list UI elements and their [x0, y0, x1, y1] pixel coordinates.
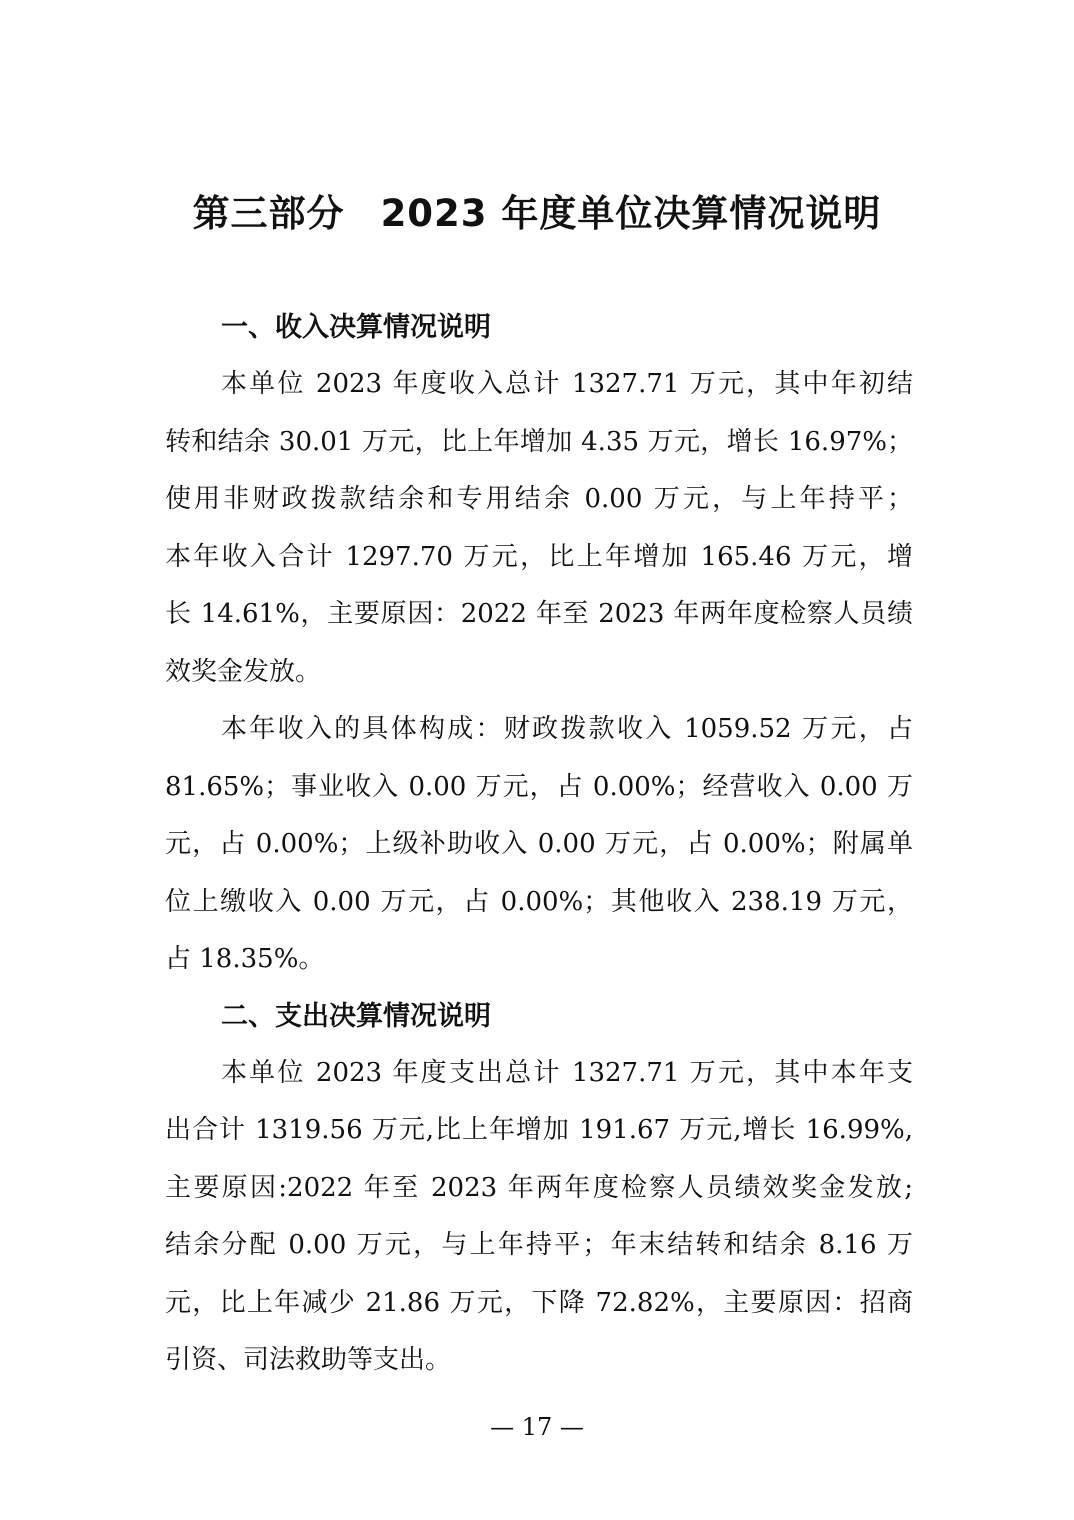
- text-line: 本年收入的具体构成：财政拨款收入 1059.52 万元，占: [221, 714, 913, 744]
- text-line: 本单位 2023 年度支出总计 1327.71 万元，其中本年支: [221, 1057, 913, 1088]
- section-heading-expenditure: 二、支出决算情况说明: [221, 1000, 491, 1032]
- text-line: 占 18.35%。: [165, 944, 325, 974]
- text-line: 长 14.61%，主要原因：2022 年至 2023 年两年度检察人员绩: [165, 599, 913, 629]
- text-line: 结余分配 0.00 万元，与上年持平；年末结转和结余 8.16 万: [165, 1230, 913, 1260]
- paragraph-expenditure-summary: [165, 1045, 913, 1390]
- text-line: 本单位 2023 年度收入总计 1327.71 万元，其中年初结: [221, 369, 913, 399]
- page-title: [0, 186, 1074, 242]
- title-part: 第三部分: [192, 192, 345, 235]
- text-line: 81.65%；事业收入 0.00 万元，占 0.00%；经营收入 0.00 万: [165, 771, 913, 802]
- title-text: 2023 年度单位决算情况说明: [380, 192, 882, 235]
- text-line: 位上缴收入 0.00 万元，占 0.00%；其他收入 238.19 万元，: [165, 886, 913, 917]
- text-line: 元，比上年减少 21.86 万元，下降 72.82%，主要原因：招商: [165, 1287, 913, 1318]
- text-line: 转和结余 30.01 万元，比上年增加 4.35 万元，增长 16.97%；: [165, 426, 913, 457]
- text-line: 本年收入合计 1297.70 万元，比上年增加 165.46 万元，增: [165, 541, 913, 572]
- section-heading-income: 一、收入决算情况说明: [221, 312, 491, 343]
- text-line: 主要原因:2022 年至 2023 年两年度检察人员绩效奖金发放;: [165, 1172, 913, 1203]
- text-line: 元，占 0.00%；上级补助收入 0.00 万元，占 0.00%；附属单: [165, 829, 913, 859]
- paragraph-income-composition: [165, 701, 913, 989]
- text-line: 效奖金发放。: [165, 656, 322, 687]
- paragraph-income-summary: [165, 356, 913, 701]
- text-line: 引资、司法救助等支出。: [165, 1345, 452, 1375]
- text-line: 出合计 1319.56 万元,比上年增加 191.67 万元,增长 16.99%,: [165, 1115, 913, 1145]
- page-number: — 17 —: [490, 1413, 584, 1441]
- text-line: 使用非财政拨款结余和专用结余 0.00 万元，与上年持平；: [165, 484, 913, 514]
- body-text: [165, 300, 913, 1390]
